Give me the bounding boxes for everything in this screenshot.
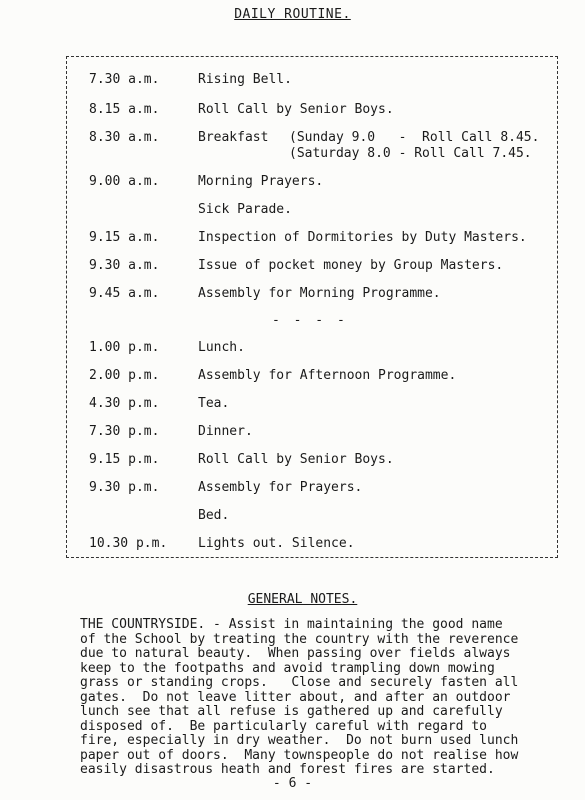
schedule-time: 9.45 a.m. <box>89 286 160 301</box>
schedule-event: Lunch. <box>198 340 245 355</box>
schedule-event: Bed. <box>198 508 230 523</box>
schedule-event: Assembly for Prayers. <box>198 480 363 495</box>
schedule-event: Roll Call by Senior Boys. <box>198 102 394 117</box>
schedule-event: Inspection of Dormitories by Duty Masters. <box>198 230 527 245</box>
schedule-event: Assembly for Afternoon Programme. <box>198 368 457 383</box>
schedule-event: Dinner. <box>198 424 253 439</box>
schedule-time: 7.30 a.m. <box>89 72 160 87</box>
routine-box <box>66 56 558 558</box>
schedule-event: Lights out. Silence. <box>198 536 355 551</box>
page-title: DAILY ROUTINE. <box>234 7 351 22</box>
schedule-time: 9.15 p.m. <box>89 452 160 467</box>
schedule-event: Roll Call by Senior Boys. <box>198 452 394 467</box>
schedule-time: 10.30 p.m. <box>89 536 168 551</box>
schedule-time: 9.30 a.m. <box>89 258 160 273</box>
schedule-event: Morning Prayers. <box>198 174 324 189</box>
schedule-time: 9.15 a.m. <box>89 230 160 245</box>
notes-paragraph: THE COUNTRYSIDE. - Assist in maintaining the good name of the School by treating the country with the reverence due to natural beauty. When passing over fields always keep to the footpaths and avoid trampling down mowing grass or standing crops. Close and securely fasten all gates. Do not leave litter about, and after an outdoor lunch see that all refuse is gathered up and carefully disposed of. Be particularly careful with regard to fire, especially in dry weather. Do not burn used lunch paper out of doors. Many townspeople do not realise how easily disastrous heath and forest fires are started. <box>80 617 519 777</box>
schedule-time: 1.00 p.m. <box>89 340 160 355</box>
separator: - - - - <box>272 313 348 328</box>
schedule-event: Sick Parade. <box>198 202 292 217</box>
schedule-time: 9.00 a.m. <box>89 174 160 189</box>
schedule-event: Assembly for Morning Programme. <box>198 286 441 301</box>
page-number: - 6 - <box>272 776 313 791</box>
schedule-time: 7.30 p.m. <box>89 424 160 439</box>
schedule-event: Rising Bell. <box>198 72 292 87</box>
schedule-note: (Sunday 9.0 - Roll Call 8.45. (Saturday 8.0 - Roll Call 7.45. <box>289 130 540 161</box>
schedule-time: 8.15 a.m. <box>89 102 160 117</box>
schedule-event: Issue of pocket money by Group Masters. <box>198 258 504 273</box>
notes-title: GENERAL NOTES. <box>247 592 358 607</box>
schedule-time: 4.30 p.m. <box>89 396 160 411</box>
schedule-event: Breakfast <box>198 130 269 145</box>
schedule-time: 2.00 p.m. <box>89 368 160 383</box>
schedule-time: 8.30 a.m. <box>89 130 160 145</box>
schedule-time: 9.30 p.m. <box>89 480 160 495</box>
schedule-event: Tea. <box>198 396 230 411</box>
